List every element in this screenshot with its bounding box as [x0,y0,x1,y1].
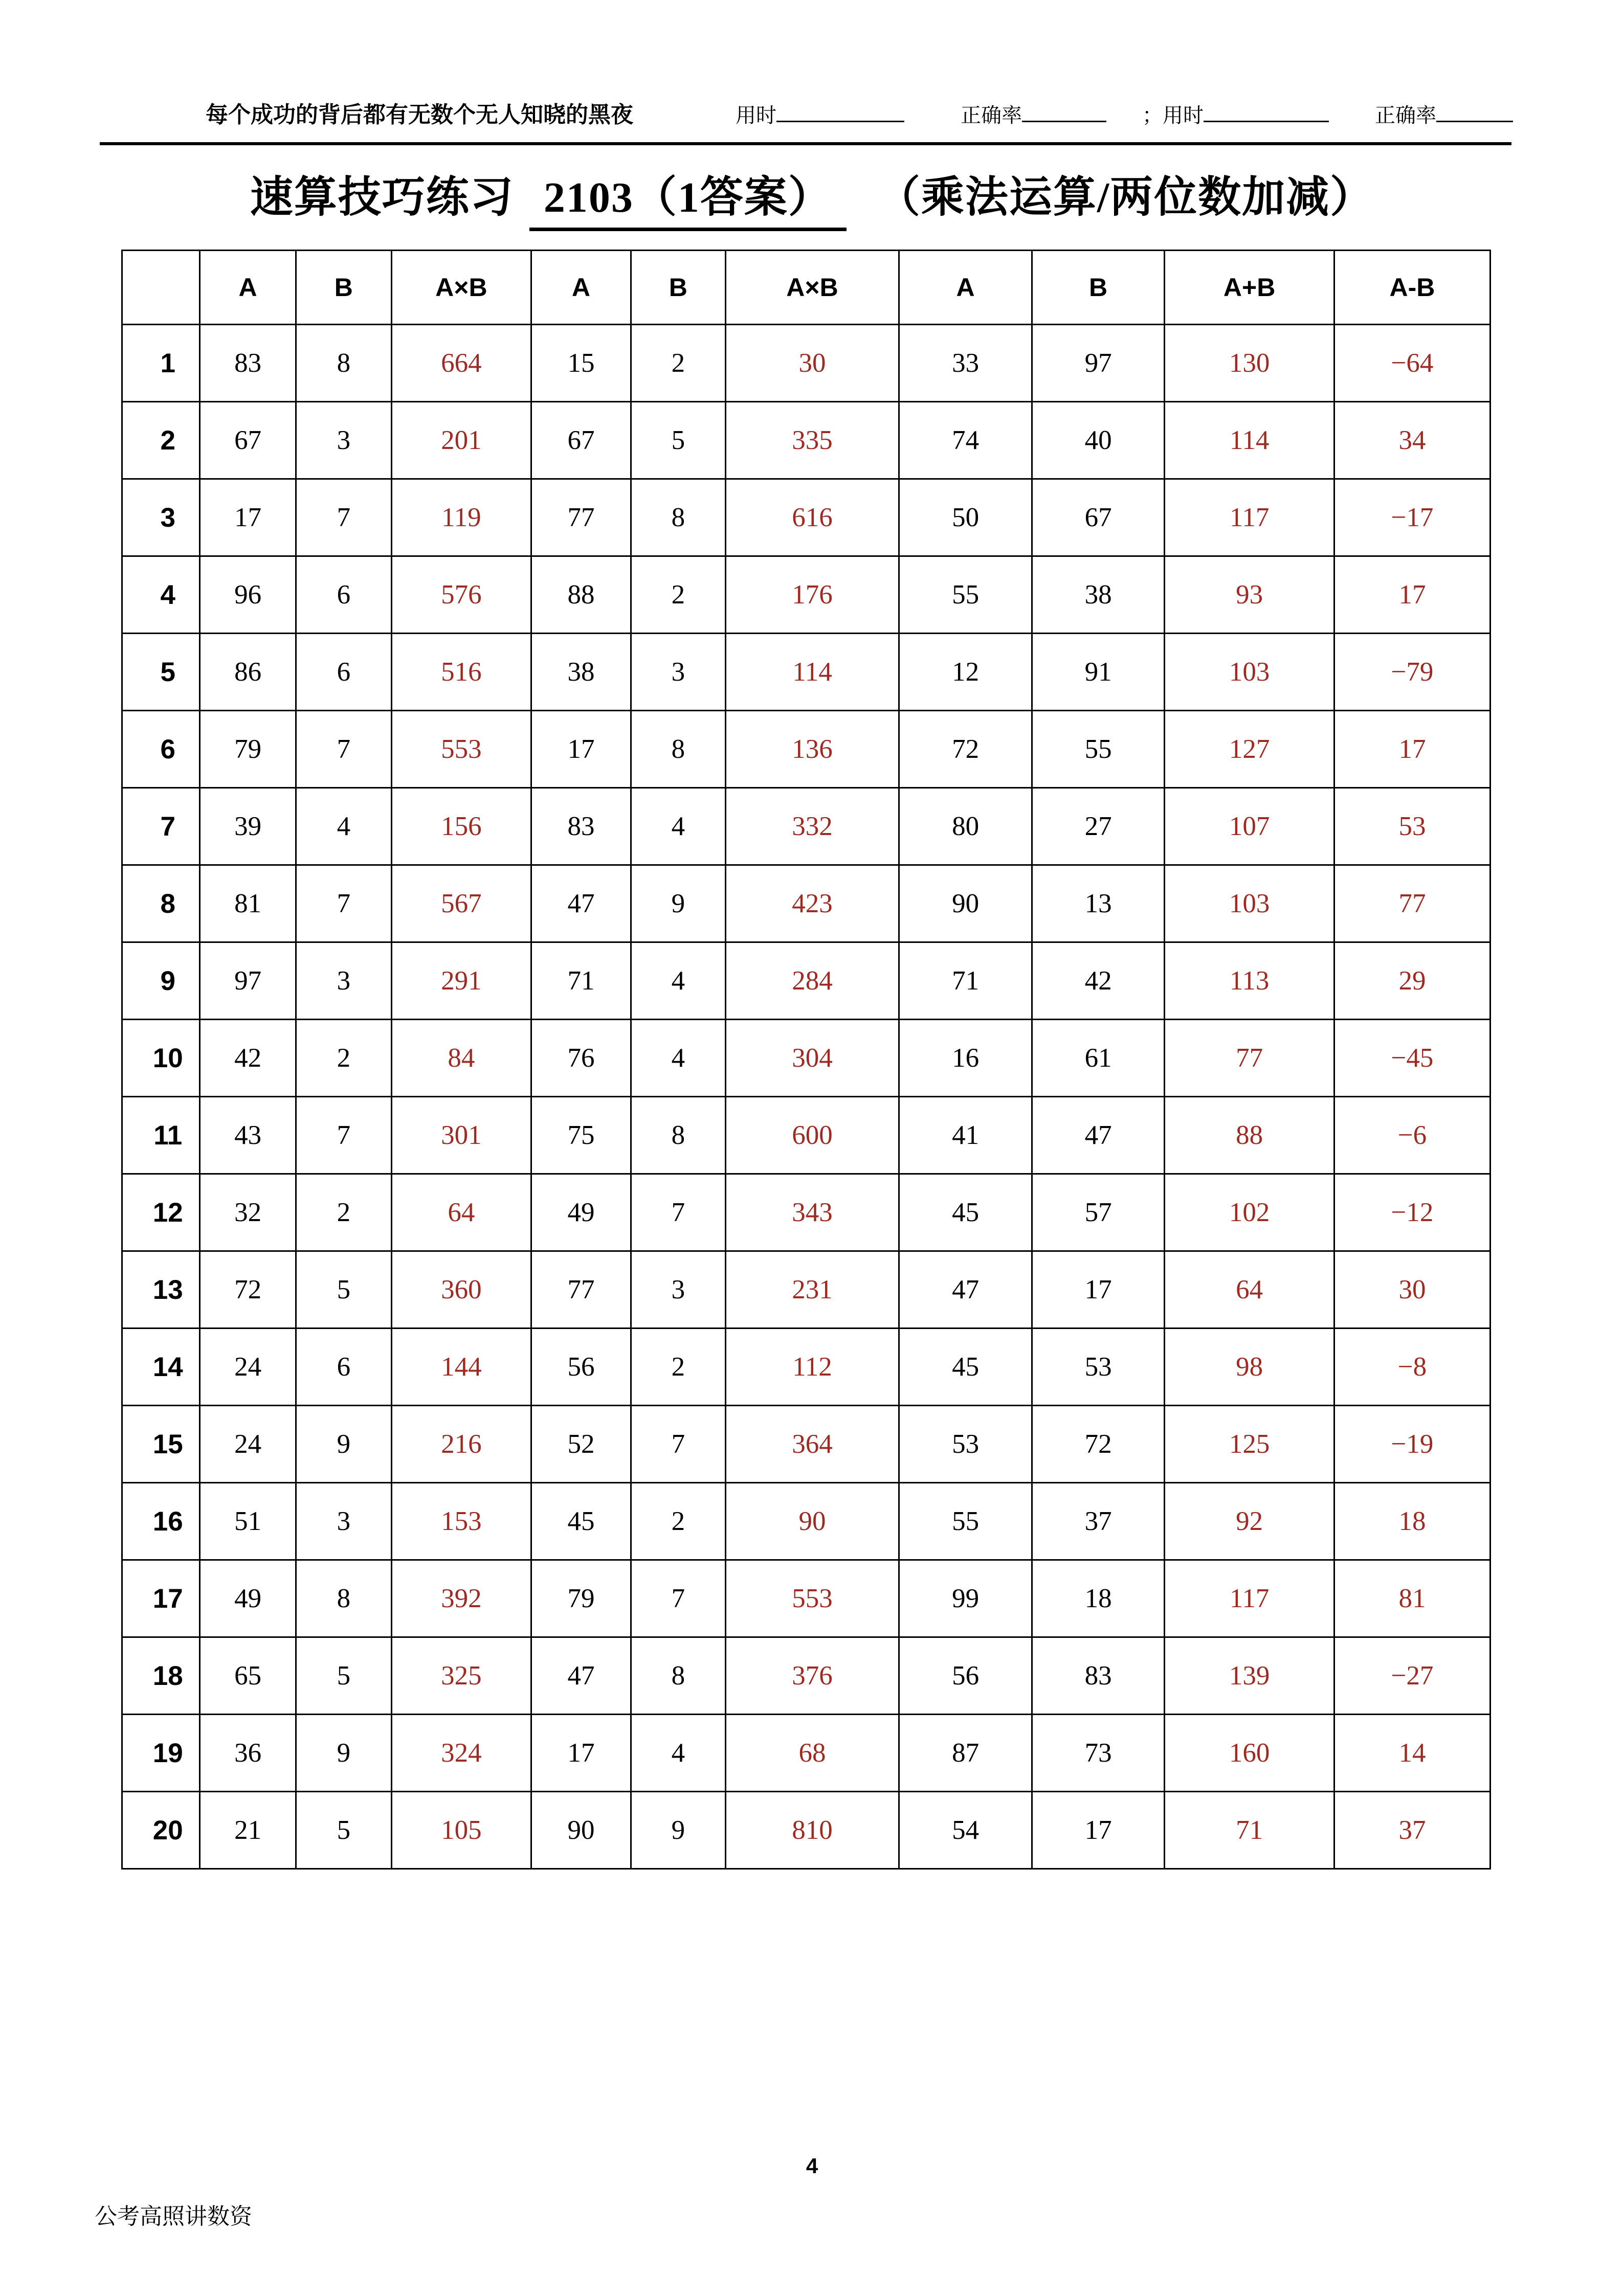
answer-cell: 92 [1165,1483,1334,1560]
page-title [0,163,1624,231]
operand-cell: 79 [531,1560,631,1637]
answer-cell: 301 [391,1097,531,1174]
answer-cell: 64 [1165,1251,1334,1329]
operand-cell: 4 [631,1715,726,1792]
column-header-7: A [899,251,1032,325]
operand-cell: 83 [200,325,296,402]
answer-cell: 14 [1334,1715,1490,1792]
column-header-2: B [296,251,391,325]
answer-cell: 332 [725,788,899,865]
operand-cell: 5 [296,1792,391,1869]
row-number-cell: 14 [122,1329,200,1406]
operand-cell: 7 [296,711,391,788]
operand-cell: 16 [899,1020,1032,1097]
accuracy-blank-1 [1022,103,1106,122]
operand-cell: 73 [1032,1715,1164,1792]
answer-cell: 64 [391,1174,531,1251]
row-number-cell: 9 [122,942,200,1020]
operand-cell: 6 [296,634,391,711]
operand-cell: 24 [200,1329,296,1406]
answer-cell: 29 [1334,942,1490,1020]
answer-cell: 98 [1165,1329,1334,1406]
column-header-4: A [531,251,631,325]
answer-cell: 71 [1165,1792,1334,1869]
row-number-cell: 17 [122,1560,200,1637]
row-number-cell: 6 [122,711,200,788]
operand-cell: 8 [296,325,391,402]
footer-brand: 公考高照讲数资 [95,2204,252,2229]
operand-cell: 90 [899,865,1032,942]
answer-cell: 105 [391,1792,531,1869]
motivational-quote: 每个成功的背后都有无数个无人知晓的黑夜 [206,102,633,127]
operand-cell: 9 [631,865,726,942]
operand-cell: 7 [631,1560,726,1637]
row-number-cell: 3 [122,479,200,556]
answer-cell: 130 [1165,325,1334,402]
table-row [122,1329,1490,1406]
answer-cell: −79 [1334,634,1490,711]
operand-cell: 97 [200,942,296,1020]
answer-cell: 810 [725,1792,899,1869]
operand-cell: 47 [531,865,631,942]
operand-cell: 57 [1032,1174,1164,1251]
answer-cell: 139 [1165,1637,1334,1715]
operand-cell: 54 [899,1792,1032,1869]
table-body [122,325,1490,1869]
operand-cell: 67 [1032,479,1164,556]
table-row [122,942,1490,1020]
operand-cell: 38 [531,634,631,711]
answer-cell: 103 [1165,865,1334,942]
operand-cell: 45 [899,1174,1032,1251]
answer-cell: 136 [725,711,899,788]
table-row [122,788,1490,865]
answer-cell: 376 [725,1637,899,1715]
operand-cell: 36 [200,1715,296,1792]
answer-cell: 68 [725,1715,899,1792]
operand-cell: 9 [296,1715,391,1792]
operand-cell: 17 [200,479,296,556]
operand-cell: 2 [631,1483,726,1560]
answer-cell: 231 [725,1251,899,1329]
operand-cell: 2 [296,1174,391,1251]
corner-header-cell [122,251,200,325]
operand-cell: 42 [200,1020,296,1097]
answer-cell: 81 [1334,1560,1490,1637]
title-suffix: （乘法运算/两位数加减） [877,174,1374,221]
answer-cell: 88 [1165,1097,1334,1174]
answer-cell: 160 [1165,1715,1334,1792]
operand-cell: 4 [631,788,726,865]
answer-cell: 37 [1334,1792,1490,1869]
operand-cell: 83 [531,788,631,865]
operand-cell: 39 [200,788,296,865]
accuracy-label-1: 正确率 [961,104,1022,127]
operand-cell: 3 [296,942,391,1020]
table-row [122,1251,1490,1329]
answer-cell: 102 [1165,1174,1334,1251]
accuracy-label-2: 正确率 [1375,104,1436,127]
operand-cell: 72 [200,1251,296,1329]
operand-cell: 5 [296,1637,391,1715]
row-number-cell: 10 [122,1020,200,1097]
operand-cell: 7 [296,479,391,556]
operand-cell: 72 [899,711,1032,788]
operand-cell: 17 [1032,1792,1164,1869]
column-header-9: A+B [1165,251,1334,325]
row-number-cell: 20 [122,1792,200,1869]
answer-cell: 103 [1165,634,1334,711]
operand-cell: 27 [1032,788,1164,865]
operand-cell: 96 [200,556,296,634]
answer-cell: 392 [391,1560,531,1637]
answer-cell: 84 [391,1020,531,1097]
operand-cell: 2 [631,1329,726,1406]
time-field-1 [736,99,904,128]
operand-cell: 56 [531,1329,631,1406]
operand-cell: 61 [1032,1020,1164,1097]
answer-cell: 144 [391,1329,531,1406]
table-row [122,1020,1490,1097]
answer-cell: 304 [725,1020,899,1097]
operand-cell: 5 [296,1251,391,1329]
answer-cell: 343 [725,1174,899,1251]
operand-cell: 50 [899,479,1032,556]
operand-cell: 65 [200,1637,296,1715]
row-number-cell: 15 [122,1406,200,1483]
table-row [122,1174,1490,1251]
row-number-cell: 8 [122,865,200,942]
answer-cell: −8 [1334,1329,1490,1406]
operand-cell: 8 [296,1560,391,1637]
operand-cell: 37 [1032,1483,1164,1560]
operand-cell: 7 [631,1406,726,1483]
row-number-cell: 13 [122,1251,200,1329]
operand-cell: 88 [531,556,631,634]
operand-cell: 8 [631,1637,726,1715]
table-row [122,1560,1490,1637]
answer-cell: −12 [1334,1174,1490,1251]
row-number-cell: 1 [122,325,200,402]
operand-cell: 86 [200,634,296,711]
operand-cell: 53 [899,1406,1032,1483]
answer-cell: 117 [1165,1560,1334,1637]
table-row [122,711,1490,788]
operand-cell: 91 [1032,634,1164,711]
answer-cell: 112 [725,1329,899,1406]
operand-cell: 74 [899,402,1032,479]
operand-cell: 13 [1032,865,1164,942]
table-row [122,556,1490,634]
row-number-cell: 19 [122,1715,200,1792]
operand-cell: 7 [296,1097,391,1174]
answer-cell: 114 [725,634,899,711]
operand-cell: 6 [296,1329,391,1406]
operand-cell: 15 [531,325,631,402]
operand-cell: 38 [1032,556,1164,634]
column-header-5: B [631,251,726,325]
operand-cell: 17 [531,711,631,788]
table-header [122,251,1490,325]
answer-cell: 516 [391,634,531,711]
answer-cell: 17 [1334,711,1490,788]
operand-cell: 24 [200,1406,296,1483]
table-row [122,634,1490,711]
operand-cell: 3 [631,634,726,711]
operand-cell: 7 [296,865,391,942]
time-blank-1 [776,103,904,122]
time-label-1: 用时 [736,104,776,127]
answer-cell: 107 [1165,788,1334,865]
operand-cell: 47 [899,1251,1032,1329]
answer-cell: −6 [1334,1097,1490,1174]
answer-cell: 616 [725,479,899,556]
table-row [122,1715,1490,1792]
operand-cell: 8 [631,1097,726,1174]
operand-cell: 41 [899,1097,1032,1174]
operand-cell: 99 [899,1560,1032,1637]
table-row [122,479,1490,556]
time-field-2 [1142,99,1329,128]
operand-cell: 32 [200,1174,296,1251]
operand-cell: 71 [531,942,631,1020]
table-row [122,325,1490,402]
column-header-8: B [1032,251,1164,325]
operand-cell: 56 [899,1637,1032,1715]
operand-cell: 4 [296,788,391,865]
operand-cell: 49 [200,1560,296,1637]
answer-cell: 664 [391,325,531,402]
title-code: 2103（1答案） [529,163,847,231]
table-row [122,402,1490,479]
page-header [121,96,1509,129]
row-number-cell: 18 [122,1637,200,1715]
operand-cell: 2 [296,1020,391,1097]
row-number-cell: 2 [122,402,200,479]
answer-cell: 335 [725,402,899,479]
answer-cell: 216 [391,1406,531,1483]
answer-cell: 360 [391,1251,531,1329]
answer-cell: −45 [1334,1020,1490,1097]
answer-cell: 117 [1165,479,1334,556]
answer-cell: 324 [391,1715,531,1792]
answer-cell: 553 [391,711,531,788]
answer-cell: 291 [391,942,531,1020]
operand-cell: 7 [631,1174,726,1251]
answer-cell: 153 [391,1483,531,1560]
operand-cell: 9 [631,1792,726,1869]
operand-cell: 45 [531,1483,631,1560]
operand-cell: 67 [200,402,296,479]
title-prefix: 速算技巧练习 [250,174,514,221]
answer-cell: 576 [391,556,531,634]
operand-cell: 8 [631,711,726,788]
operand-cell: 47 [531,1637,631,1715]
operand-cell: 53 [1032,1329,1164,1406]
column-header-1: A [200,251,296,325]
answer-cell: 93 [1165,556,1334,634]
operand-cell: 43 [200,1097,296,1174]
table-row [122,1097,1490,1174]
operand-cell: 3 [631,1251,726,1329]
answer-cell: 201 [391,402,531,479]
operand-cell: 49 [531,1174,631,1251]
answer-table [121,250,1491,1870]
operand-cell: 67 [531,402,631,479]
table-row [122,865,1490,942]
table-row [122,1406,1490,1483]
answer-cell: 77 [1334,865,1490,942]
operand-cell: 47 [1032,1097,1164,1174]
operand-cell: 55 [1032,711,1164,788]
operand-cell: 77 [531,479,631,556]
accuracy-field-2 [1375,99,1513,128]
operand-cell: 83 [1032,1637,1164,1715]
operand-cell: 55 [899,1483,1032,1560]
operand-cell: 45 [899,1329,1032,1406]
operand-cell: 3 [296,1483,391,1560]
operand-cell: 4 [631,942,726,1020]
answer-cell: 34 [1334,402,1490,479]
answer-cell: 30 [725,325,899,402]
row-number-cell: 11 [122,1097,200,1174]
answer-cell: −17 [1334,479,1490,556]
answer-cell: 284 [725,942,899,1020]
operand-cell: 2 [631,325,726,402]
column-header-3: A×B [391,251,531,325]
answer-cell: 567 [391,865,531,942]
table-row [122,1637,1490,1715]
answer-cell: 156 [391,788,531,865]
row-number-cell: 4 [122,556,200,634]
operand-cell: 2 [631,556,726,634]
operand-cell: 75 [531,1097,631,1174]
answer-cell: 176 [725,556,899,634]
answer-cell: −64 [1334,325,1490,402]
operand-cell: 80 [899,788,1032,865]
answer-cell: 114 [1165,402,1334,479]
answer-cell: −27 [1334,1637,1490,1715]
operand-cell: 52 [531,1406,631,1483]
accuracy-blank-2 [1436,103,1513,122]
column-header-6: A×B [725,251,899,325]
operand-cell: 97 [1032,325,1164,402]
operand-cell: 9 [296,1406,391,1483]
answer-cell: 77 [1165,1020,1334,1097]
operand-cell: 33 [899,325,1032,402]
operand-cell: 17 [531,1715,631,1792]
operand-cell: 3 [296,402,391,479]
row-number-cell: 16 [122,1483,200,1560]
answer-cell: 30 [1334,1251,1490,1329]
operand-cell: 21 [200,1792,296,1869]
answer-cell: 113 [1165,942,1334,1020]
answer-cell: 125 [1165,1406,1334,1483]
answer-cell: 325 [391,1637,531,1715]
operand-cell: 18 [1032,1560,1164,1637]
table-row [122,1792,1490,1869]
page-number: 4 [806,2154,818,2178]
row-number-cell: 12 [122,1174,200,1251]
time-blank-2 [1204,103,1329,122]
operand-cell: 87 [899,1715,1032,1792]
operand-cell: 17 [1032,1251,1164,1329]
operand-cell: 42 [1032,942,1164,1020]
answer-cell: 364 [725,1406,899,1483]
table-header-row [122,251,1490,325]
answer-cell: 423 [725,865,899,942]
operand-cell: 72 [1032,1406,1164,1483]
row-number-cell: 7 [122,788,200,865]
operand-cell: 40 [1032,402,1164,479]
time-label-2: ；用时 [1142,104,1204,127]
operand-cell: 90 [531,1792,631,1869]
operand-cell: 4 [631,1020,726,1097]
operand-cell: 79 [200,711,296,788]
operand-cell: 51 [200,1483,296,1560]
operand-cell: 6 [296,556,391,634]
header-divider [100,142,1511,145]
column-header-10: A-B [1334,251,1490,325]
operand-cell: 81 [200,865,296,942]
answer-cell: 53 [1334,788,1490,865]
answer-cell: 18 [1334,1483,1490,1560]
accuracy-field-1 [961,99,1106,128]
operand-cell: 12 [899,634,1032,711]
answer-cell: 119 [391,479,531,556]
operand-cell: 71 [899,942,1032,1020]
operand-cell: 76 [531,1020,631,1097]
row-number-cell: 5 [122,634,200,711]
answer-cell: 17 [1334,556,1490,634]
operand-cell: 55 [899,556,1032,634]
operand-cell: 8 [631,479,726,556]
operand-cell: 5 [631,402,726,479]
operand-cell: 77 [531,1251,631,1329]
answer-cell: 553 [725,1560,899,1637]
answer-cell: 600 [725,1097,899,1174]
answer-cell: 127 [1165,711,1334,788]
table-row [122,1483,1490,1560]
answer-cell: 90 [725,1483,899,1560]
answer-cell: −19 [1334,1406,1490,1483]
